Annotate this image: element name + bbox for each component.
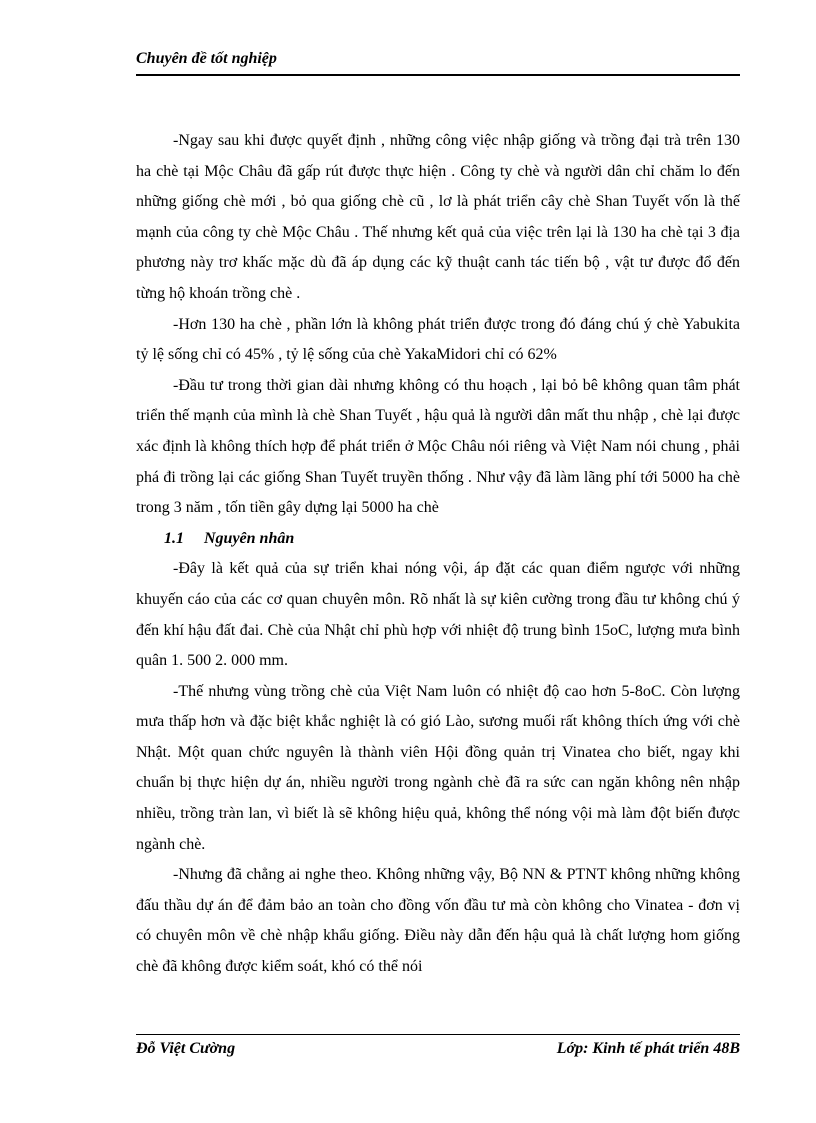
paragraph-5: -Thế nhưng vùng trồng chè của Việt Nam luôn có nhiệt độ cao hơn 5-8oC. Còn lượng mưa thấp hơn và đặc biệt khắc nghiệt là có gió Lào, sương muối rất không thích ứng với chè Nhật. Một quan chức nguyên là thành viên Hội đồng quản trị Vinatea cho biết, ngay khi chuẩn bị thực hiện dự án, nhiều người trong ngành chè đã ra sức can ngăn không nên nhập nhiều, trồng tràn lan, vì biết là sẽ không hiệu quả, không thể nóng vội mà làm đột biến được ngành chè. <box>136 682 740 853</box>
document-body <box>136 126 740 983</box>
paragraph-1: -Ngay sau khi được quyết định , những công việc nhập giống và trồng đại trà trên 130 ha chè tại Mộc Châu đã gấp rút được thực hiện . Công ty chè và người dân chỉ chăm lo đến những giống chè mới , bỏ qua giống chè cũ , lơ là phát triển cây chè Shan Tuyết vốn là thế mạnh của công ty chè Mộc Châu . Thế nhưng kết quả của việc trên lại là 130 ha chè tại 3 địa phương này trơ khấc mặc dù đã áp dụng các kỹ thuật canh tác tiến bộ , vật tư được đổ đến từng hộ khoán trồng chè . <box>136 132 740 302</box>
section-title: Nguyên nhân <box>204 529 295 547</box>
header-title: Chuyên đề tốt nghiệp <box>136 50 277 67</box>
section-number: 1.1 <box>164 529 184 547</box>
page-footer <box>136 1034 740 1065</box>
page-header <box>136 48 740 76</box>
section-heading <box>136 524 740 555</box>
footer-author: Đỗ Việt Cường <box>136 1040 236 1057</box>
paragraph-3: -Đầu tư trong thời gian dài nhưng không có thu hoạch , lại bỏ bê không quan tâm phát triển thế mạnh của mình là chè Shan Tuyết , hậu quả là người dân mất thu nhập , chè lại được xác định là không thích hợp để phát triển ở Mộc Châu nói riêng và Việt Nam nói chung , phải phá đi trồng lại các giống Shan Tuyết truyền thống . Như vậy đã làm lãng phí tới 5000 ha chè trong 3 năm , tốn tiền gây dựng lại 5000 ha chè <box>136 376 740 517</box>
paragraph-2: -Hơn 130 ha chè , phần lớn là không phát triển được trong đó đáng chú ý chè Yabukita tỷ lệ sống chỉ có 45% , tỷ lệ sống của chè YakaMidori chỉ có 62% <box>136 315 740 364</box>
footer-class: Lớp: Kinh tế phát triển 48B <box>556 1040 740 1057</box>
paragraph-6: -Nhưng đã chẳng ai nghe theo. Không những vậy, Bộ NN & PTNT không những không đấu thầu dự án để đảm bảo an toàn cho đồng vốn đầu tư mà còn không cho Vinatea - đơn vị có chuyên môn về chè nhập khẩu giống. Điều này dẫn đến hậu quả là chất lượng hom giống chè đã không được kiểm soát, khó có thể nói <box>136 866 740 976</box>
paragraph-4: -Đây là kết quả của sự triển khai nóng vội, áp đặt các quan điểm ngược với những khuyến cáo của các cơ quan chuyên môn. Rõ nhất là sự kiên cường trong đầu tư không chú ý đến khí hậu đất đai. Chè của Nhật chỉ phù hợp với nhiệt độ trung bình 15oC, lượng mưa bình quân 1. 500 2. 000 mm. <box>136 560 740 670</box>
